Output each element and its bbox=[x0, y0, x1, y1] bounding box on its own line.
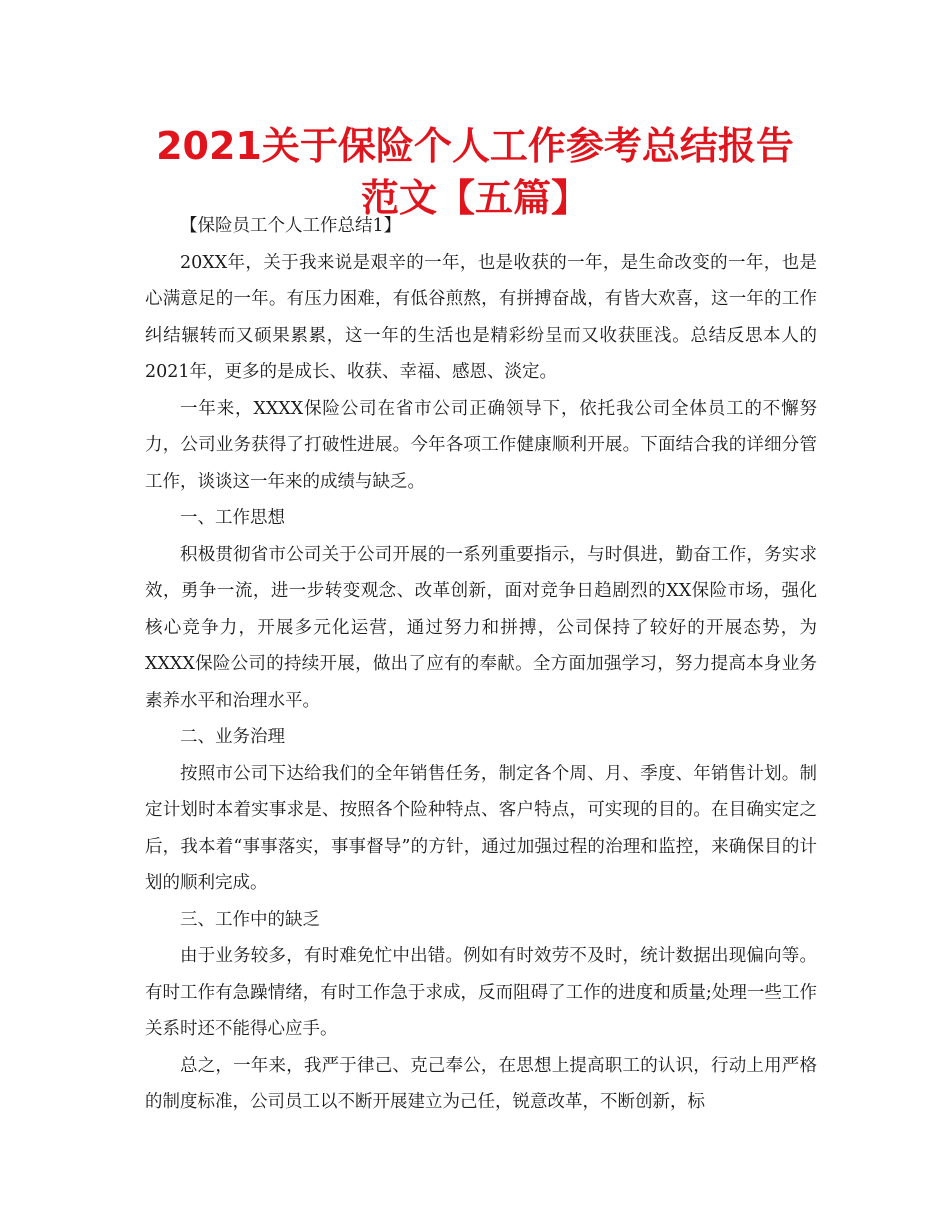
body-paragraph: 按照市公司下达给我们的全年销售任务，制定各个周、月、季度、年销售计划。制定计划时本着实事求是、按照各个险种特点、客户特点，可实现的目的。在目确实定之后，我本着“事事落实，事事督导”的方针，通过加强过程的治理和监控，来确保目的计划的顺利完成。 bbox=[145, 763, 817, 893]
body-paragraph: 一年来，XXXX保险公司在省市公司正确领导下，依托我公司全体员工的不懈努力，公司业务获得了打破性进展。今年各项工作健康顺利开展。下面结合我的详细分管工作，谈谈这一年来的成绩与缺乏。 bbox=[145, 398, 817, 492]
document-title: 2021关于保险个人工作参考总结报告范文【五篇】 bbox=[156, 124, 794, 220]
section-heading-work-thinking: 一、工作思想 bbox=[180, 508, 285, 528]
document-body bbox=[145, 208, 817, 1121]
section-heading-summary-1: 【保险员工个人工作总结1】 bbox=[180, 216, 402, 236]
section-heading-business-management: 二、业务治理 bbox=[180, 727, 285, 747]
body-paragraph: 总之，一年来，我严于律己、克己奉公，在思想上提高职工的认识，行动上用严格的制度标准，公司员工以不断开展建立为己任，锐意改革，不断创新，标 bbox=[145, 1055, 817, 1112]
body-paragraph: 由于业务较多，有时难免忙中出错。例如有时效劳不及时，统计数据出现偏向等。有时工作有急躁情绪，有时工作急于求成，反而阻碍了工作的进度和质量;处理一些工作关系时还不能得心应手。 bbox=[145, 946, 817, 1039]
section-heading-shortcomings: 三、工作中的缺乏 bbox=[180, 909, 320, 930]
body-paragraph: 20XX年，关于我来说是艰辛的一年，也是收获的一年，是生命改变的一年，也是心满意足的一年。有压力困难，有低谷煎熬，有拼搏奋战，有皆大欢喜，这一年的工作纠结辗转而又硕果累累，这一年的生活也是精彩纷呈而又收获匪浅。总结反思本人的2021年，更多的是成长、收获、幸福、感恩、淡定。 bbox=[145, 252, 817, 382]
body-paragraph: 积极贯彻省市公司关于公司开展的一系列重要指示，与时俱进，勤奋工作，务实求效，勇争一流，进一步转变观念、改革创新，面对竞争日趋剧烈的XX保险市场，强化核心竞争力，开展多元化运营，通过努力和拼搏，公司保持了较好的开展态势，为XXXX保险公司的持续开展，做出了应有的奉献。全方面加强学习，努力提高本身业务素养水平和治理水平。 bbox=[145, 544, 817, 711]
